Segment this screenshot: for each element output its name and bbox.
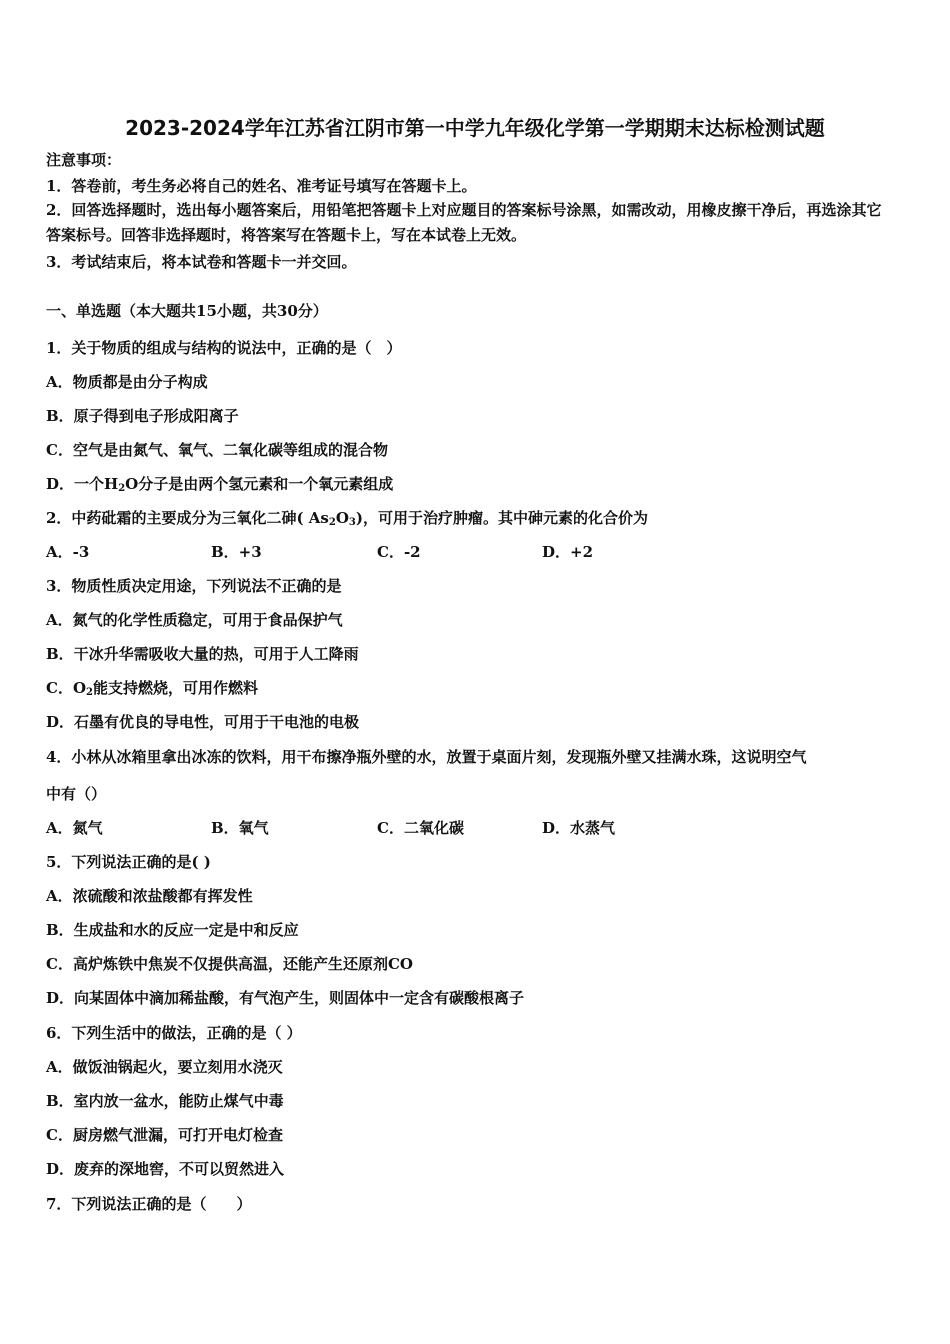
question-3-option-b: B．干冰升华需吸收大量的热，可用于人工降雨 [46,645,359,663]
question-2-option-a: A．-3 [46,543,90,561]
q3-c-sub: 2 [86,687,93,698]
question-1-option-b: B．原子得到电子形成阳离子 [46,407,239,425]
question-3-option-c [46,678,258,698]
question-1-option-c: C．空气是由氮气、氧气、二氧化碳等组成的混合物 [46,441,388,459]
question-3-option-a: A．氮气的化学性质稳定，可用于食品保护气 [46,611,343,629]
question-4-stem-line2: 中有（） [46,785,107,803]
q2-stem-pre: 2．中药砒霜的主要成分为三氧化二砷( As [46,509,329,527]
question-5-option-a: A．浓硫酸和浓盐酸都有挥发性 [46,887,253,905]
question-4-stem-line1: 4．小林从冰箱里拿出冰冻的饮料，用干布擦净瓶外壁的水，放置于桌面片刻，发现瓶外壁又挂满水珠，这说明空气 [46,748,807,766]
question-6-option-d: D．废弃的深地窖，不可以贸然进入 [46,1160,285,1178]
question-4-option-c: C．二氧化碳 [377,819,464,837]
q2-stem-post: )，可用于治疗肿瘤。其中砷元素的化合价为 [355,509,648,527]
question-1-option-d [46,474,393,494]
q3-c-pre: C．O [46,679,87,697]
question-4-option-a: A．氮气 [46,819,103,837]
notice-item-1: 1．答卷前，考生务必将自己的姓名、准考证号填写在答题卡上。 [46,177,477,195]
question-5-stem: 5．下列说法正确的是( ) [46,853,211,871]
q1-d-pre: D．一个H [46,475,119,493]
section-heading: 一、单选题（本大题共15小题，共30分） [46,302,328,320]
question-5-option-b: B．生成盐和水的反应一定是中和反应 [46,921,299,939]
question-1-stem: 1．关于物质的组成与结构的说法中，正确的是（ ） [46,339,402,357]
question-6-option-b: B．室内放一盆水，能防止煤气中毒 [46,1092,284,1110]
question-6-option-a: A．做饭油锅起火，要立刻用水浇灭 [46,1058,283,1076]
q1-d-post: O分子是由两个氢元素和一个氧元素组成 [125,475,394,493]
q2-stem-sub2: 3 [348,517,356,528]
question-3-option-d: D．石墨有优良的导电性，可用于干电池的电极 [46,713,360,731]
question-6-option-c: C．厨房燃气泄漏，可打开电灯检查 [46,1126,283,1144]
question-2-option-b: B．+3 [211,543,262,561]
question-4-option-d: D．水蒸气 [542,819,616,837]
notice-heading: 注意事项： [46,151,122,169]
question-2-option-c: C．-2 [377,543,421,561]
question-2-option-d: D．+2 [542,543,594,561]
question-2-stem [46,508,648,528]
page-title: 2023-2024学年江苏省江阴市第一中学九年级化学第一学期期末达标检测试题 [125,116,825,140]
q3-c-post: 能支持燃烧，可用作燃料 [92,679,258,697]
question-5-option-c: C．高炉炼铁中焦炭不仅提供高温，还能产生还原剂CO [46,955,413,973]
q2-stem-mid: O [335,509,349,527]
question-6-stem: 6．下列生活中的做法，正确的是（ ） [46,1024,302,1042]
question-1-option-a: A．物质都是由分子构成 [46,373,208,391]
question-7-stem: 7．下列说法正确的是（ ） [46,1195,252,1213]
q2-stem-sub1: 2 [328,517,336,528]
question-4-option-b: B．氧气 [211,819,269,837]
q1-d-sub: 2 [118,483,126,494]
question-3-stem: 3．物质性质决定用途，下列说法不正确的是 [46,577,342,595]
question-5-option-d: D．向某固体中滴加稀盐酸，有气泡产生，则固体中一定含有碳酸根离子 [46,989,525,1007]
notice-item-3: 3．考试结束后，将本试卷和答题卡一并交回。 [46,253,357,271]
notice-item-2: 2．回答选择题时，选出每小题答案后，用铅笔把答题卡上对应题目的答案标号涂黑，如需改动，用橡皮擦干净后，再选涂其它答案标号。回答非选择题时，将答案写在答题卡上，写在本试卷上无效。 [46,201,882,244]
